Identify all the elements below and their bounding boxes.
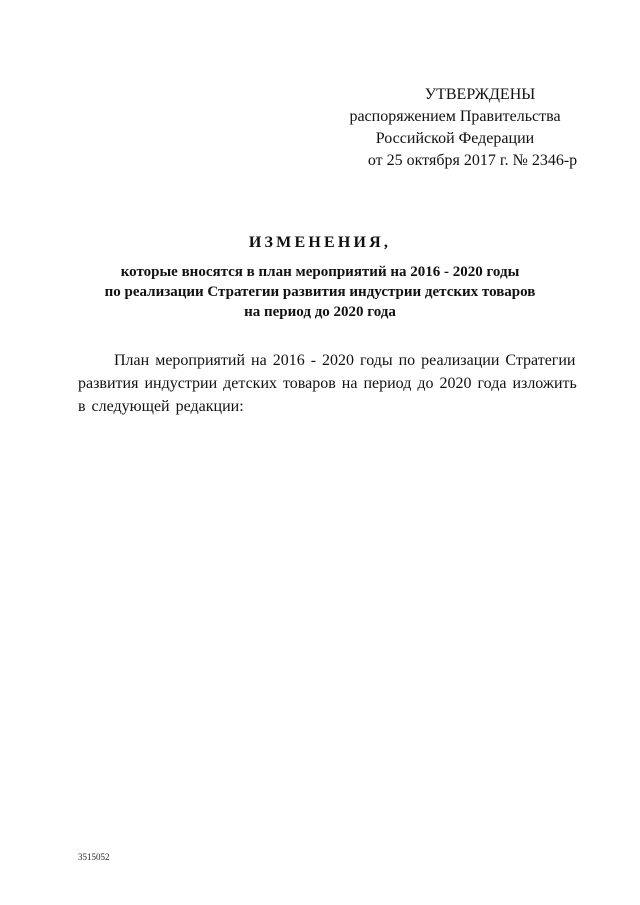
- paragraph-line: развития индустрии детских товаров на период до 2020 года изложить: [78, 375, 577, 392]
- approval-stamp: УТВЕРЖДЕНЫ: [424, 86, 536, 103]
- approval-authority: распоряжением Правительства: [349, 108, 561, 125]
- heading-subtitle-line: по реализации Стратегии развития индустрии детских товаров: [104, 284, 536, 300]
- heading-subtitle-line: на период до 2020 года: [244, 304, 396, 320]
- paragraph-line: в следующей редакции:: [78, 398, 244, 415]
- body-paragraph: [78, 349, 577, 418]
- paragraph-line: План мероприятий на 2016 - 2020 годы по реализации Стратегии: [114, 352, 576, 369]
- heading-subtitle-line: которые вносятся в план мероприятий на 2016 - 2020 годы: [120, 264, 520, 280]
- page-title: ИЗМЕНЕНИЯ,: [248, 234, 392, 251]
- document-code: 3515052: [78, 852, 110, 862]
- approval-date-number: от 25 октября 2017 г. № 2346-р: [367, 152, 578, 169]
- approval-country: Российской Федерации: [375, 130, 535, 147]
- document-heading: [80, 232, 560, 322]
- approval-block: [330, 84, 580, 172]
